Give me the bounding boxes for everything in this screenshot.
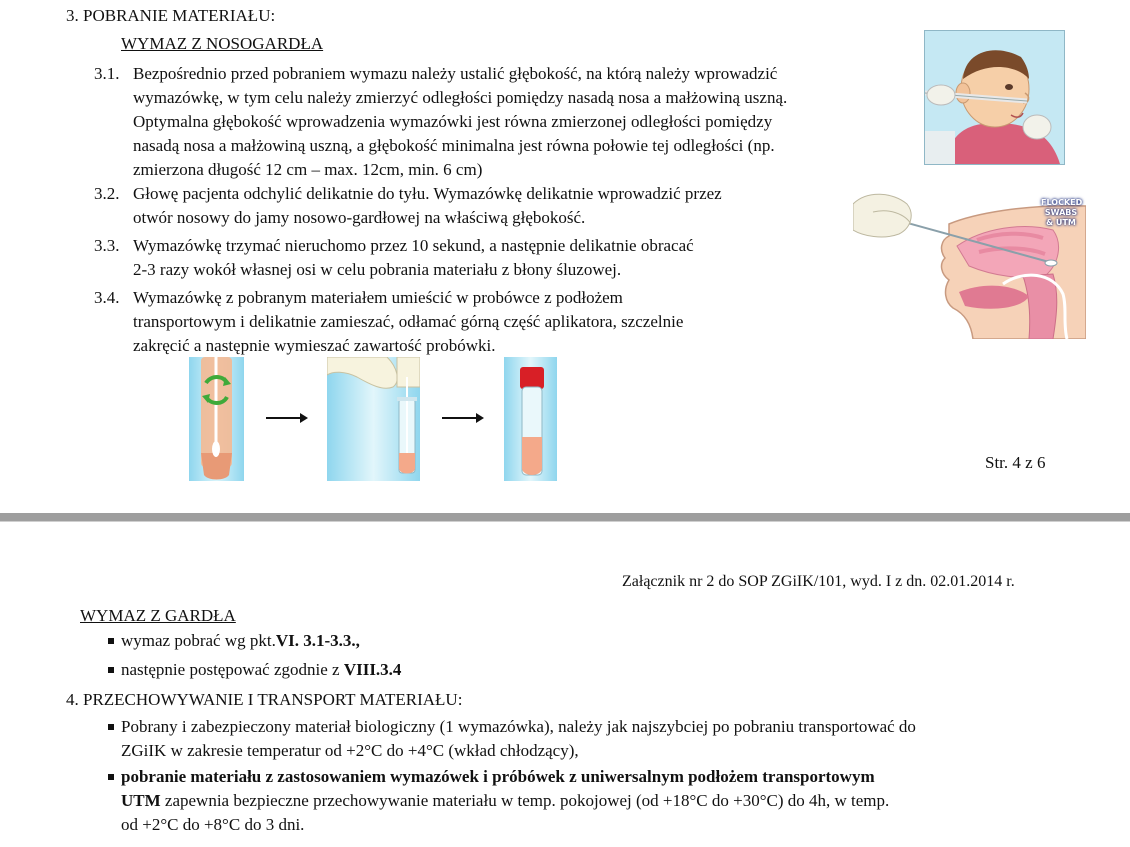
- storage-bullet-2-line-2: [121, 789, 889, 813]
- item-3-4-number: 3.4.: [94, 288, 120, 307]
- arrow-right-icon-2: [442, 410, 484, 420]
- page-separator: [0, 513, 1130, 521]
- item-3-1-number: 3.1.: [94, 64, 120, 83]
- item-3-3-line-1: Wymazówkę trzymać nieruchomo przez 10 sekund, a następnie delikatnie obracać: [133, 236, 694, 255]
- tube-mixing-image: [189, 357, 244, 481]
- nasopharyngeal-swab-subheading: WYMAZ Z NOSOGARDŁA: [121, 34, 324, 53]
- throat-bullet-1-ref: VI. 3.1-3.3.,: [275, 631, 360, 650]
- throat-bullet-2-ref: VIII.3.4: [343, 660, 402, 679]
- throat-bullet-1-text: wymaz pobrać wg pkt.: [121, 631, 276, 650]
- annex-reference: Załącznik nr 2 do SOP ZGiIK/101, wyd. I z dn. 02.01.2014 r.: [622, 573, 1015, 590]
- tube-break-applicator-image: [327, 357, 420, 481]
- throat-bullet-1: [121, 629, 360, 653]
- item-3-3-number: 3.3.: [94, 236, 120, 255]
- section-4-heading: 4. PRZECHOWYWANIE I TRANSPORT MATERIAŁU:: [66, 690, 463, 709]
- item-3-4-line-3: zakręcić a następnie wymieszać zawartość probówki.: [133, 336, 496, 355]
- bullet-icon: [108, 638, 114, 644]
- tube-closed-image: [504, 357, 557, 481]
- bullet-icon: [108, 774, 114, 780]
- throat-bullet-2-text: następnie postępować zgodnie z: [121, 660, 344, 679]
- item-3-1-line-3: Optymalna głębokość wprowadzenia wymazówki jest równa zmierzonej odległości pomiędzy: [133, 112, 773, 131]
- storage-bullet-2-rest: zapewnia bezpieczne przechowywanie materiału w temp. pokojowej (od +18°C do +30°C) do 4h, w temp.: [160, 791, 890, 810]
- item-3-1-line-1: Bezpośrednio przed pobraniem wymazu należy ustalić głębokość, na którą należy wprowadzić: [133, 64, 778, 83]
- nasopharynx-cross-section-image: [853, 184, 1086, 339]
- item-3-4-line-2: transportowym i delikatnie zamieszać, odłamać górną część aplikatora, szczelnie: [133, 312, 684, 331]
- flocked-swabs-utm-label: FLOCKED SWABS & UTM: [1041, 198, 1083, 227]
- page-number: Str. 4 z 6: [985, 453, 1046, 472]
- item-3-1-line-4: nasadą nosa a małżowiną uszną, a głębokość minimalna jest równa połowie tej odległości (np.: [133, 136, 775, 155]
- storage-bullet-2-bold-1: pobranie materiału z zastosowaniem wymazówek i próbówek z uniwersalnym podłożem transportowym: [121, 767, 875, 786]
- item-3-1-line-2: wymazówkę, w tym celu należy zmierzyć odległości pomiędzy nasadą nosa a małżowiną uszną.: [133, 88, 788, 107]
- arrow-right-icon-1: [266, 410, 308, 420]
- item-3-1-line-5: zmierzona długość 12 cm – max. 12cm, min. 6 cm): [133, 160, 483, 179]
- item-3-2-line-2: otwór nosowy do jamy nosowo-gardłowej na właściwą głębokość.: [133, 208, 586, 227]
- item-3-2-number: 3.2.: [94, 184, 120, 203]
- page-separator-shadow: [0, 521, 1130, 522]
- item-3-4-line-1: Wymazówkę z pobranym materiałem umieścić w probówce z podłożem: [133, 288, 623, 307]
- storage-bullet-1-line-2: ZGiIK w zakresie temperatur od +2°C do +4°C (wkład chłodzący),: [121, 741, 579, 760]
- bullet-icon: [108, 724, 114, 730]
- section-3-heading: 3. POBRANIE MATERIAŁU:: [66, 6, 276, 25]
- storage-bullet-2-line-3: od +2°C do +8°C do 3 dni.: [121, 815, 305, 834]
- item-3-3-line-2: 2-3 razy wokół własnej osi w celu pobrania materiału z błony śluzowej.: [133, 260, 622, 279]
- storage-bullet-2-bold-2: UTM: [121, 791, 161, 810]
- child-measurement-image: [924, 30, 1065, 165]
- throat-swab-subheading: WYMAZ Z GARDŁA: [80, 606, 236, 625]
- item-3-2-line-1: Głowę pacjenta odchylić delikatnie do tyłu. Wymazówkę delikatnie wprowadzić przez: [133, 184, 722, 203]
- bullet-icon: [108, 667, 114, 673]
- throat-bullet-2: [121, 658, 401, 682]
- storage-bullet-2-line-1: [121, 765, 875, 789]
- storage-bullet-1-line-1: Pobrany i zabezpieczony materiał biologiczny (1 wymazówka), należy jak najszybciej po pobraniu transportować do: [121, 717, 916, 736]
